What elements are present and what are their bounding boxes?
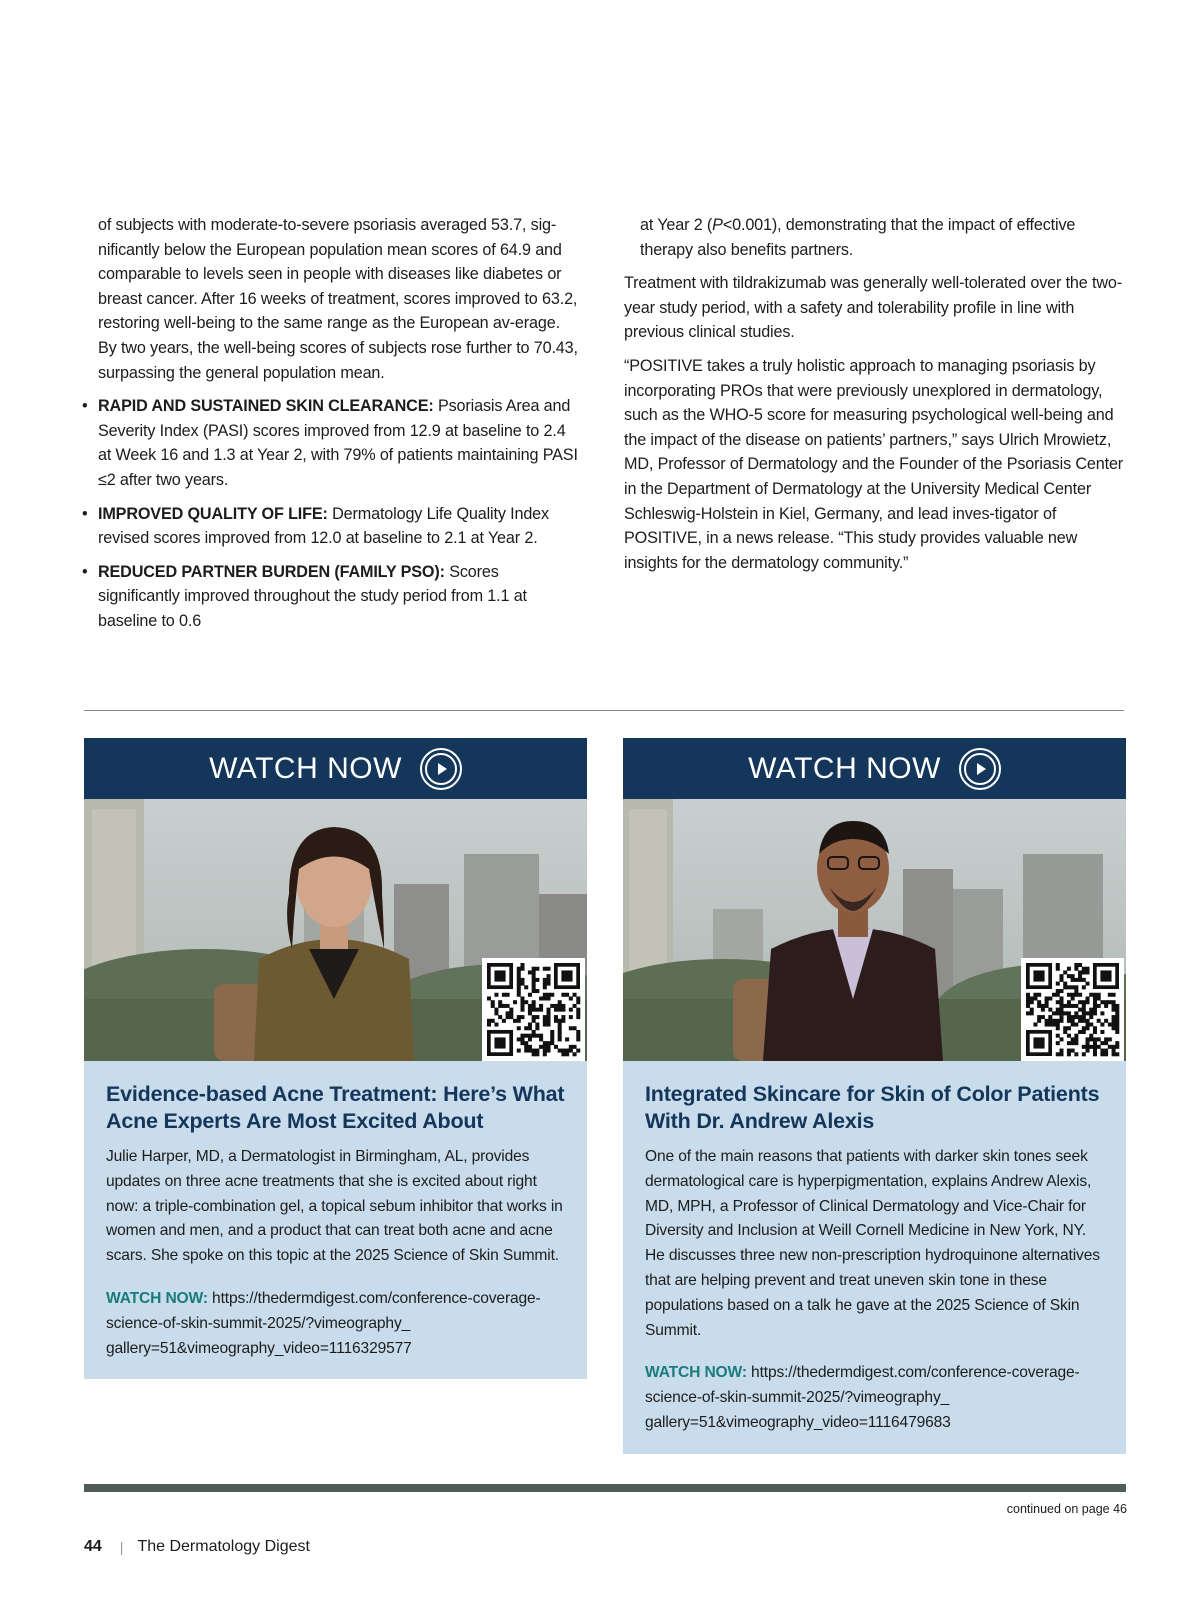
bullet-label: IMPROVED QUALITY OF LIFE: bbox=[98, 504, 328, 523]
bullet-text: Scores significantly improved throughout the study period from 1.1 at baseline to 0.6 bbox=[98, 562, 527, 630]
qr-code[interactable] bbox=[1021, 958, 1124, 1061]
card-description bbox=[623, 1061, 1126, 1454]
video-summary: One of the main reasons that patients with darker skin tones seek dermatological care is hyperpigmentation, explains Andrew Alexis, MD, MPH, a Professor of Clinical Dermatology and Vice-Chair for Diversity and Inclusion at Weill Cornell Medicine in New York, NY. He discusses three new non-prescription hydroquinone alternatives that are helping prevent and treat uneven skin tone in these populations based on a talk he gave at the 2025 Science of Skin Summit. bbox=[645, 1148, 1100, 1339]
continuation-pre: at Year 2 ( bbox=[640, 216, 713, 234]
right-article-column bbox=[624, 213, 1129, 584]
video-card-skin-of-color bbox=[623, 738, 1126, 1454]
footer-separator: | bbox=[119, 1539, 124, 1555]
bullet-skin-clearance bbox=[82, 394, 582, 492]
watch-now-link-label: WATCH NOW: bbox=[106, 1289, 208, 1307]
video-thumbnail[interactable] bbox=[623, 799, 1126, 1061]
continuation-post: <0.001), demonstrating that the impact of effective therapy also benefits partners. bbox=[640, 216, 1076, 259]
bullet-dot: • bbox=[82, 504, 88, 523]
bullet-text: Dermatology Life Quality Index revised scores improved from 12.0 at baseline to 2.1 at Year 2. bbox=[98, 504, 549, 548]
footer-divider bbox=[84, 1484, 1126, 1492]
video-summary: Julie Harper, MD, a Dermatologist in Birmingham, AL, provides updates on three acne treatments that she is excited about right now: a triple-combination gel, a topical sebum inhibitor that works in women and men, and a product that can treat both acne and acne scars. She spoke on this topic at the 2025 Science of Skin Summit. bbox=[106, 1148, 563, 1265]
play-icon[interactable] bbox=[420, 748, 462, 790]
left-paragraph: of subjects with moderate-to-severe psoriasis averaged 53.7, sig-nificantly below the European population mean scores of 64.9 and comparable to levels seen in people with diseases like diabetes or breast cancer. After 16 weeks of treatment, scores improved to 63.2, restoring well-being to the same range as the European av-erage. By two years, the well-being scores of subjects rose further to 70.43, surpassing the general population mean. bbox=[98, 216, 578, 382]
watch-now-label: WATCH NOW bbox=[748, 751, 941, 785]
qr-code-image bbox=[482, 958, 585, 1061]
section-divider bbox=[84, 710, 1124, 711]
tolerability-paragraph: Treatment with tildrakizumab was generally well-tolerated over the two-year study period, with a safety and tolerability profile in line with previous clinical studies. bbox=[624, 274, 1122, 342]
bullet-text: Psoriasis Area and Severity Index (PASI) scores improved from 12.9 at baseline to 2.4 at Week 16 and 1.3 at Year 2, with 79% of patients maintaining PASI ≤2 after two years. bbox=[98, 397, 578, 489]
page-footer bbox=[84, 1538, 310, 1556]
watch-now-link-label: WATCH NOW: bbox=[645, 1364, 747, 1382]
watch-now-banner[interactable] bbox=[84, 738, 587, 799]
quote-paragraph: “POSITIVE takes a truly holistic approach to managing psoriasis by incorporating PROs that were previously unexplored in dermatology, such as the WHO-5 score for measuring psychological well-being and the impact of the disease on patients’ partners,” says Ulrich Mrowietz, MD, Professor of Dermatology and the Founder of the Psoriasis Center in the Department of Dermatology at the University Medical Center Schleswig-Holstein in Kiel, Germany, and lead inves-tigator of POSITIVE, in a news release. “This study provides valuable new insights for the dermatology community.” bbox=[624, 356, 1124, 572]
watch-now-banner[interactable] bbox=[623, 738, 1126, 799]
watch-now-label: WATCH NOW bbox=[209, 751, 402, 785]
qr-code[interactable] bbox=[482, 958, 585, 1061]
bullet-partner-burden bbox=[82, 560, 582, 634]
bullet-dot: • bbox=[82, 397, 88, 416]
watch-now-url[interactable]: https://thedermdigest.com/conference-coverage-science-of-skin-summit-2025/?vimeography_ gallery=51&vimeography_video=1116479683 bbox=[645, 1364, 1080, 1431]
left-article-column bbox=[82, 213, 582, 643]
bullet-label: REDUCED PARTNER BURDEN (FAMILY PSO): bbox=[98, 562, 445, 581]
bullet-dot: • bbox=[82, 562, 88, 581]
watch-now-link[interactable] bbox=[645, 1361, 1104, 1435]
video-thumbnail[interactable] bbox=[84, 799, 587, 1061]
video-card-acne bbox=[84, 738, 587, 1379]
watch-now-url[interactable]: https://thedermdigest.com/conference-coverage-science-of-skin-summit-2025/?vimeography_ gallery=51&vimeography_video=1116329577 bbox=[106, 1289, 541, 1357]
bullet-label: RAPID AND SUSTAINED SKIN CLEARANCE: bbox=[98, 397, 434, 416]
page-number: 44 bbox=[84, 1538, 102, 1555]
continuation-paragraph bbox=[624, 213, 1129, 262]
play-icon[interactable] bbox=[959, 748, 1001, 790]
qr-code-image bbox=[1021, 958, 1124, 1061]
video-title: Evidence-based Acne Treatment: Here’s What Acne Experts Are Most Excited About bbox=[106, 1082, 565, 1133]
p-value-italic: P bbox=[712, 216, 723, 234]
bullet-quality-of-life bbox=[82, 502, 582, 551]
card-description bbox=[84, 1061, 587, 1379]
continued-note: continued on page 46 bbox=[1006, 1502, 1127, 1516]
watch-now-link[interactable] bbox=[106, 1287, 565, 1361]
video-title: Integrated Skincare for Skin of Color Patients With Dr. Andrew Alexis bbox=[645, 1082, 1100, 1133]
publication-name: The Dermatology Digest bbox=[137, 1538, 310, 1555]
